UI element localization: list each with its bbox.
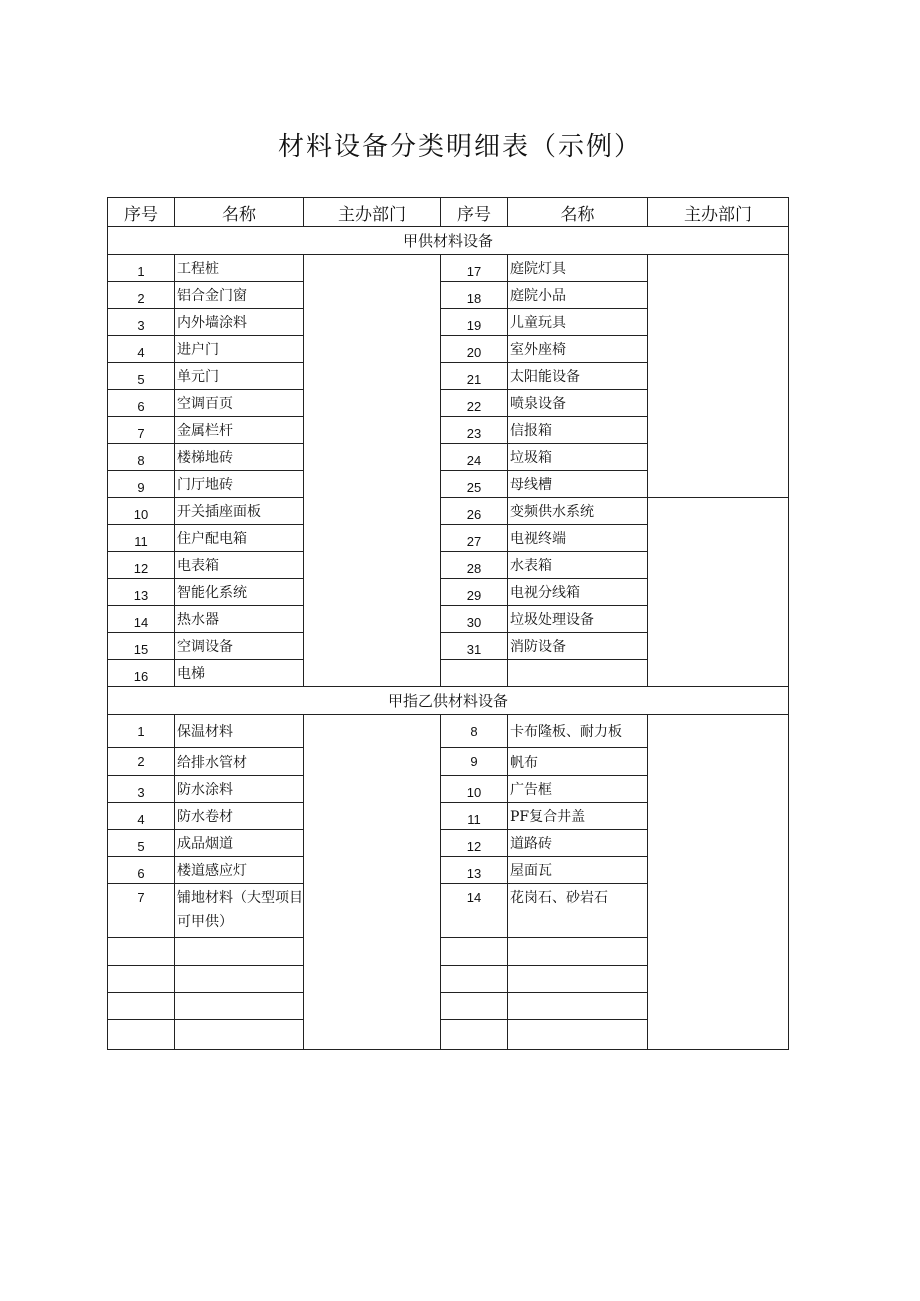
row-name: 喷泉设备 xyxy=(508,390,648,417)
row-seq: 28 xyxy=(441,552,508,579)
row-seq: 24 xyxy=(441,444,508,471)
row-name: 保温材料 xyxy=(175,715,304,748)
row-seq: 17 xyxy=(441,255,508,282)
empty-cell xyxy=(441,966,508,993)
row-seq: 8 xyxy=(108,444,175,471)
row-name: 空调设备 xyxy=(175,633,304,660)
row-name: 住户配电箱 xyxy=(175,525,304,552)
row-seq: 3 xyxy=(108,309,175,336)
row-seq: 2 xyxy=(108,282,175,309)
row-name: 金属栏杆 xyxy=(175,417,304,444)
row-seq: 25 xyxy=(441,471,508,498)
row-seq: 13 xyxy=(441,857,508,884)
row-name: 内外墙涂料 xyxy=(175,309,304,336)
row-name: 帆布 xyxy=(508,748,648,776)
row-seq: 6 xyxy=(108,857,175,884)
row-name: 工程桩 xyxy=(175,255,304,282)
row-seq: 22 xyxy=(441,390,508,417)
table-row xyxy=(108,715,789,748)
row-seq: 15 xyxy=(108,633,175,660)
row-name: 消防设备 xyxy=(508,633,648,660)
row-name: 广告框 xyxy=(508,776,648,803)
row-name: 庭院小品 xyxy=(508,282,648,309)
header-seq-left: 序号 xyxy=(108,198,175,227)
row-seq: 11 xyxy=(441,803,508,830)
empty-cell xyxy=(175,1020,304,1050)
row-seq: 26 xyxy=(441,498,508,525)
row-seq: 1 xyxy=(108,255,175,282)
row-seq: 21 xyxy=(441,363,508,390)
dept-cell xyxy=(304,715,441,1050)
row-seq: 8 xyxy=(441,715,508,748)
row-name: 卡布隆板、耐力板 xyxy=(508,715,648,748)
row-name: 空调百页 xyxy=(175,390,304,417)
section-row xyxy=(108,227,789,255)
materials-table xyxy=(107,197,789,1050)
row-name: 防水涂料 xyxy=(175,776,304,803)
page-title: 材料设备分类明细表（示例） xyxy=(277,132,642,162)
row-seq: 14 xyxy=(108,606,175,633)
row-seq: 12 xyxy=(441,830,508,857)
row-name: 母线槽 xyxy=(508,471,648,498)
row-seq: 11 xyxy=(108,525,175,552)
header-dept-right: 主办部门 xyxy=(648,198,789,227)
row-name: 智能化系统 xyxy=(175,579,304,606)
row-name: 楼梯地砖 xyxy=(175,444,304,471)
row-seq: 7 xyxy=(108,884,175,938)
empty-cell xyxy=(108,938,175,966)
row-name: 给排水管材 xyxy=(175,748,304,776)
empty-cell xyxy=(508,938,648,966)
dept-cell xyxy=(304,255,441,687)
row-seq: 9 xyxy=(108,471,175,498)
row-seq: 31 xyxy=(441,633,508,660)
header-row xyxy=(108,198,789,227)
row-name: 电视终端 xyxy=(508,525,648,552)
row-seq: 30 xyxy=(441,606,508,633)
empty-cell xyxy=(441,938,508,966)
table-row xyxy=(108,498,789,525)
row-name: 道路砖 xyxy=(508,830,648,857)
header-dept-left: 主办部门 xyxy=(304,198,441,227)
empty-cell xyxy=(108,993,175,1020)
header-seq-right: 序号 xyxy=(441,198,508,227)
section-row xyxy=(108,687,789,715)
row-name: 单元门 xyxy=(175,363,304,390)
row-name: 进户门 xyxy=(175,336,304,363)
table-row xyxy=(108,255,789,282)
row-name: 热水器 xyxy=(175,606,304,633)
row-seq: 12 xyxy=(108,552,175,579)
row-name: 防水卷材 xyxy=(175,803,304,830)
row-name: 电表箱 xyxy=(175,552,304,579)
row-name: 水表箱 xyxy=(508,552,648,579)
row-name: PF复合井盖 xyxy=(508,803,648,830)
row-name: 铝合金门窗 xyxy=(175,282,304,309)
row-seq: 2 xyxy=(108,748,175,776)
empty-cell xyxy=(175,993,304,1020)
empty-cell xyxy=(108,966,175,993)
empty-cell xyxy=(508,966,648,993)
header-name-right: 名称 xyxy=(508,198,648,227)
header-name-left: 名称 xyxy=(175,198,304,227)
empty-cell xyxy=(108,1020,175,1050)
row-seq: 23 xyxy=(441,417,508,444)
empty-cell xyxy=(175,966,304,993)
row-name: 垃圾处理设备 xyxy=(508,606,648,633)
row-name: 门厅地砖 xyxy=(175,471,304,498)
row-seq xyxy=(441,660,508,687)
row-seq: 27 xyxy=(441,525,508,552)
row-seq: 3 xyxy=(108,776,175,803)
row-name: 花岗石、砂岩石 xyxy=(508,884,648,938)
empty-cell xyxy=(441,993,508,1020)
row-name: 铺地材料（大型项目可甲供） xyxy=(175,884,304,938)
empty-cell xyxy=(508,1020,648,1050)
row-seq: 4 xyxy=(108,803,175,830)
row-name: 成品烟道 xyxy=(175,830,304,857)
row-name: 垃圾箱 xyxy=(508,444,648,471)
row-name: 太阳能设备 xyxy=(508,363,648,390)
row-name: 儿童玩具 xyxy=(508,309,648,336)
row-name: 室外座椅 xyxy=(508,336,648,363)
row-seq: 20 xyxy=(441,336,508,363)
row-name: 电梯 xyxy=(175,660,304,687)
empty-cell xyxy=(175,938,304,966)
row-name xyxy=(508,660,648,687)
empty-cell xyxy=(441,1020,508,1050)
row-name: 变频供水系统 xyxy=(508,498,648,525)
row-seq: 10 xyxy=(441,776,508,803)
row-seq: 10 xyxy=(108,498,175,525)
row-name: 庭院灯具 xyxy=(508,255,648,282)
row-seq: 19 xyxy=(441,309,508,336)
row-name: 电视分线箱 xyxy=(508,579,648,606)
row-seq: 6 xyxy=(108,390,175,417)
dept-cell xyxy=(648,498,789,687)
section-title: 甲指乙供材料设备 xyxy=(108,687,789,715)
row-name: 开关插座面板 xyxy=(175,498,304,525)
row-seq: 14 xyxy=(441,884,508,938)
row-seq: 4 xyxy=(108,336,175,363)
section-title: 甲供材料设备 xyxy=(108,227,789,255)
row-seq: 9 xyxy=(441,748,508,776)
row-name: 楼道感应灯 xyxy=(175,857,304,884)
row-name: 信报箱 xyxy=(508,417,648,444)
row-seq: 5 xyxy=(108,830,175,857)
row-seq: 29 xyxy=(441,579,508,606)
row-name: 屋面瓦 xyxy=(508,857,648,884)
empty-cell xyxy=(508,993,648,1020)
table-body xyxy=(108,227,789,1050)
row-seq: 18 xyxy=(441,282,508,309)
row-seq: 7 xyxy=(108,417,175,444)
dept-cell xyxy=(648,715,789,1050)
dept-cell xyxy=(648,255,789,498)
row-seq: 1 xyxy=(108,715,175,748)
row-seq: 13 xyxy=(108,579,175,606)
row-seq: 16 xyxy=(108,660,175,687)
row-seq: 5 xyxy=(108,363,175,390)
